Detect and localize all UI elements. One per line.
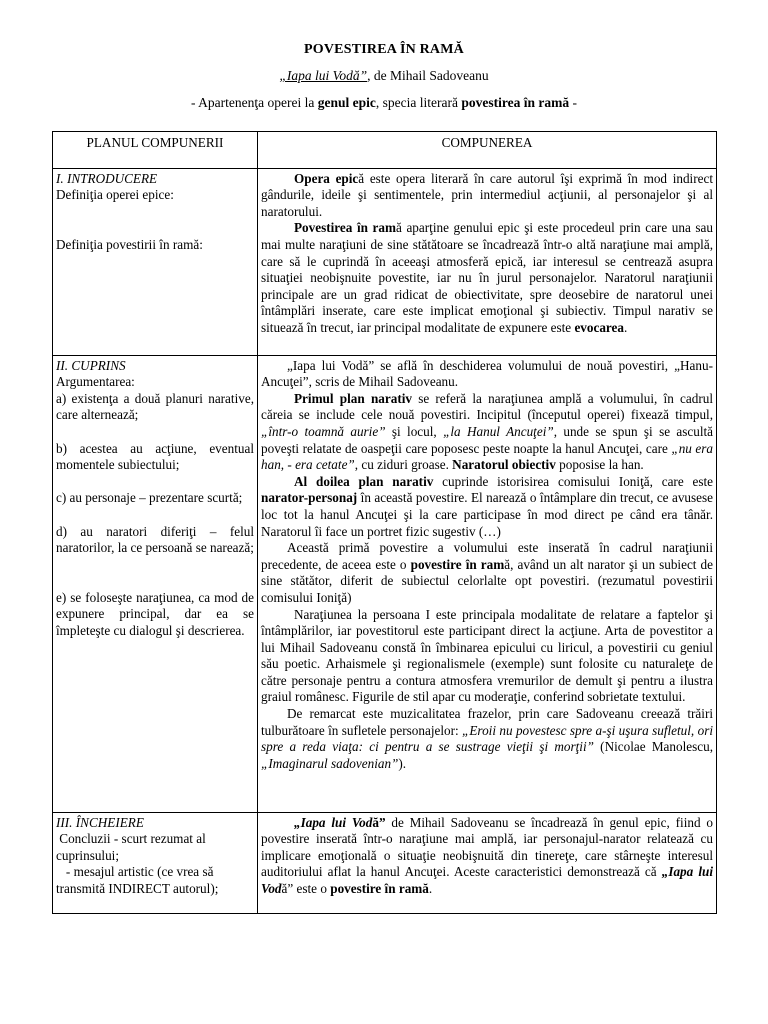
incheiere-heading: III. ÎNCHEIERE [56,814,144,830]
incheiere-item-summary: Concluzii - scurt rezumat al cuprinsului; [56,831,210,863]
genre-line: - Apartenenţa operei la genul epic, specia literară povestirea în ramă - [191,95,577,110]
table-header-row [53,132,717,169]
cuprins-label: Argumentarea: [56,374,135,390]
intro-heading: I. INTRODUCERE [56,170,158,186]
cuprins-paragraph-4: Această primă povestire a volumului este inserată în cadrul naraţiunii precedente, de aceea este o povestire în ramă, având un alt narator şi un subiect de sine stătător, diferit de subiectul celorlalte opt povestiri. (rezumatul povestirii comisului Ioniţă) [261,540,713,605]
author-separator: , de [367,68,391,83]
document-title: POVESTIREA ÎN RAMĂ [304,42,464,57]
intro-item-epic: Definiţia operei epice: [56,187,174,203]
cuprins-paragraph-6: De remarcat este muzicalitatea frazelor, prin care Sadoveanu creează trăiri tulburătoare în sufletele personajelor: „Eroii nu povestesc spre a-şi uşura sufletul, ori spre a reda viaţa: ci pentru a se sustrage vieţii şi morţii” (Nicolae Manolescu, „Imaginarul sadovenian”). [261,706,714,771]
intro-item-frame: Definiţia povestirii în ramă: [56,236,203,252]
cuprins-content-cell [258,355,717,812]
cuprins-item-b: b) acestea au acţiune, eventual momentele subiectului; [56,440,254,473]
cuprins-item-c: c) au personaje – prezentare scurtă; [56,490,243,506]
cuprins-item-a: a) existenţa a două planuri narative, care alternează; [56,390,254,423]
intro-content-cell [258,168,717,355]
cuprins-item-e: e) se foloseşte naraţiunea, ca mod de expunere principal, dar ea se împleteşte cu dialogul şi descrierea. [56,589,254,638]
intro-paragraph-frame: Povestirea în ramă aparţine genului epic şi este procedeul prin care una sau mai multe naraţiuni de sine stătătoare se încadrează într-o altă naraţiune mai amplă, care să le cuprindă în aceeaşi atmosferă epică, iar interesul se centrează asupra situaţiei neobişnuite povestite, iar nu în jurul personajelor. Naratorul naraţiunii principale are un grad ridicat de obiectivitate, spre deosebire de naratorul unei întâmplări inserate, care este implicat emoţional şi subiectiv. Timpul narativ se situează în trecut, iar principal modalitate de expunere este evocarea. [261,220,713,335]
cuprins-paragraph-5: Naraţiunea la persoana I este principala modalitate de relatare a faptelor şi întâmplărilor, iar povestitorul este participant direct la acţiune. Arta de povestitor a lui Mihail Sadoveanu constă în îmbinarea epicului cu liricul, a povestirii cu geniul său poetic. Arhaismele şi regionalismele (exemple) sunt folosite cu naturaleţe de către personaje pentru a contura atmosfera vremurilor de demult şi pentru a ilustra graiul românesc. Figurile de stil apar cu moderaţie, conferind sobrietate textului. [261,606,713,705]
species-name: povestirea în ramă [461,95,570,110]
cuprins-paragraph-1: „Iapa lui Vodă” se află în deschiderea volumului de nouă povestiri, „Hanu-Ancuţei”, scris de Mihail Sadoveanu. [261,357,713,390]
incheiere-plan-cell [53,812,258,913]
intro-paragraph-epic: Opera epică este opera literară în care autorul îşi exprimă în mod indirect gândurile, ideile şi sentimentele, prin intermediul acţiunii, al personajelor şi al naratorului. [261,170,713,219]
document-subtitle [52,68,716,84]
incheiere-paragraph: „Iapa lui Vodă” de Mihail Sadoveanu se încadrează în genul epic, fiind o povestire inserată într-o naraţiune mai amplă, iar personajul-narator relatează cu implicare emoţională o situaţie neobişnuită din tinereţe, care stârneşte interesul auditoriului aflat la hanul Ancuţei. Aceste caracteristici demonstrează că „Iapa lui Vodă” este o povestire în ramă. [261,814,714,896]
author-name: Mihail Sadoveanu [390,68,489,83]
cuprins-item-d: d) au naratori diferiţi – felul naratorilor, la ce persoană se narează; [56,523,254,556]
table-row-introduction [53,168,717,355]
col-header-plan: PLANUL COMPUNERII [53,132,258,169]
col-header-composition: COMPUNEREA [258,132,717,169]
cuprins-paragraph-3: Al doilea plan narativ cuprinde istorisirea comisului Ioniţă, care este narator-personaj în această povestire. El narează o întâmplare din trecut, ce avusese loc tot la hanul Ancuţei şi la care participase în mod direct pe când era tânăr. Naratorul îi face un portret fizic sugestiv (…) [261,473,713,539]
cuprins-paragraph-2: Primul plan narativ se referă la naraţiunea amplă a volumului, în cadrul căreia se include cele nouă povestiri. Incipitul (începutul operei) fixează timpul, „într-o toamnă aurie” şi locul, „la Hanul Ancuţei”, unde se spun şi se ascultă poveşti relatate de oaspeţii care poposesc peste noapte la hanul Ancuţei, care „nu era han, - era cetate”, cu ziduri groase. Naratorul obiectiv poposise la han. [261,390,714,473]
intro-plan-cell [53,168,258,355]
genre-epic: genul epic [317,95,376,110]
incheiere-item-message: - mesajul artistic (ce vrea să transmită INDIRECT autorul); [56,864,219,896]
table-row-content [53,355,717,812]
incheiere-content-cell [258,812,717,913]
cuprins-heading: II. CUPRINS [56,357,126,373]
composition-table [52,131,717,914]
table-row-conclusion [53,812,717,913]
cuprins-plan-cell [53,355,258,812]
work-title: „Iapa lui Vodă” [279,68,368,83]
